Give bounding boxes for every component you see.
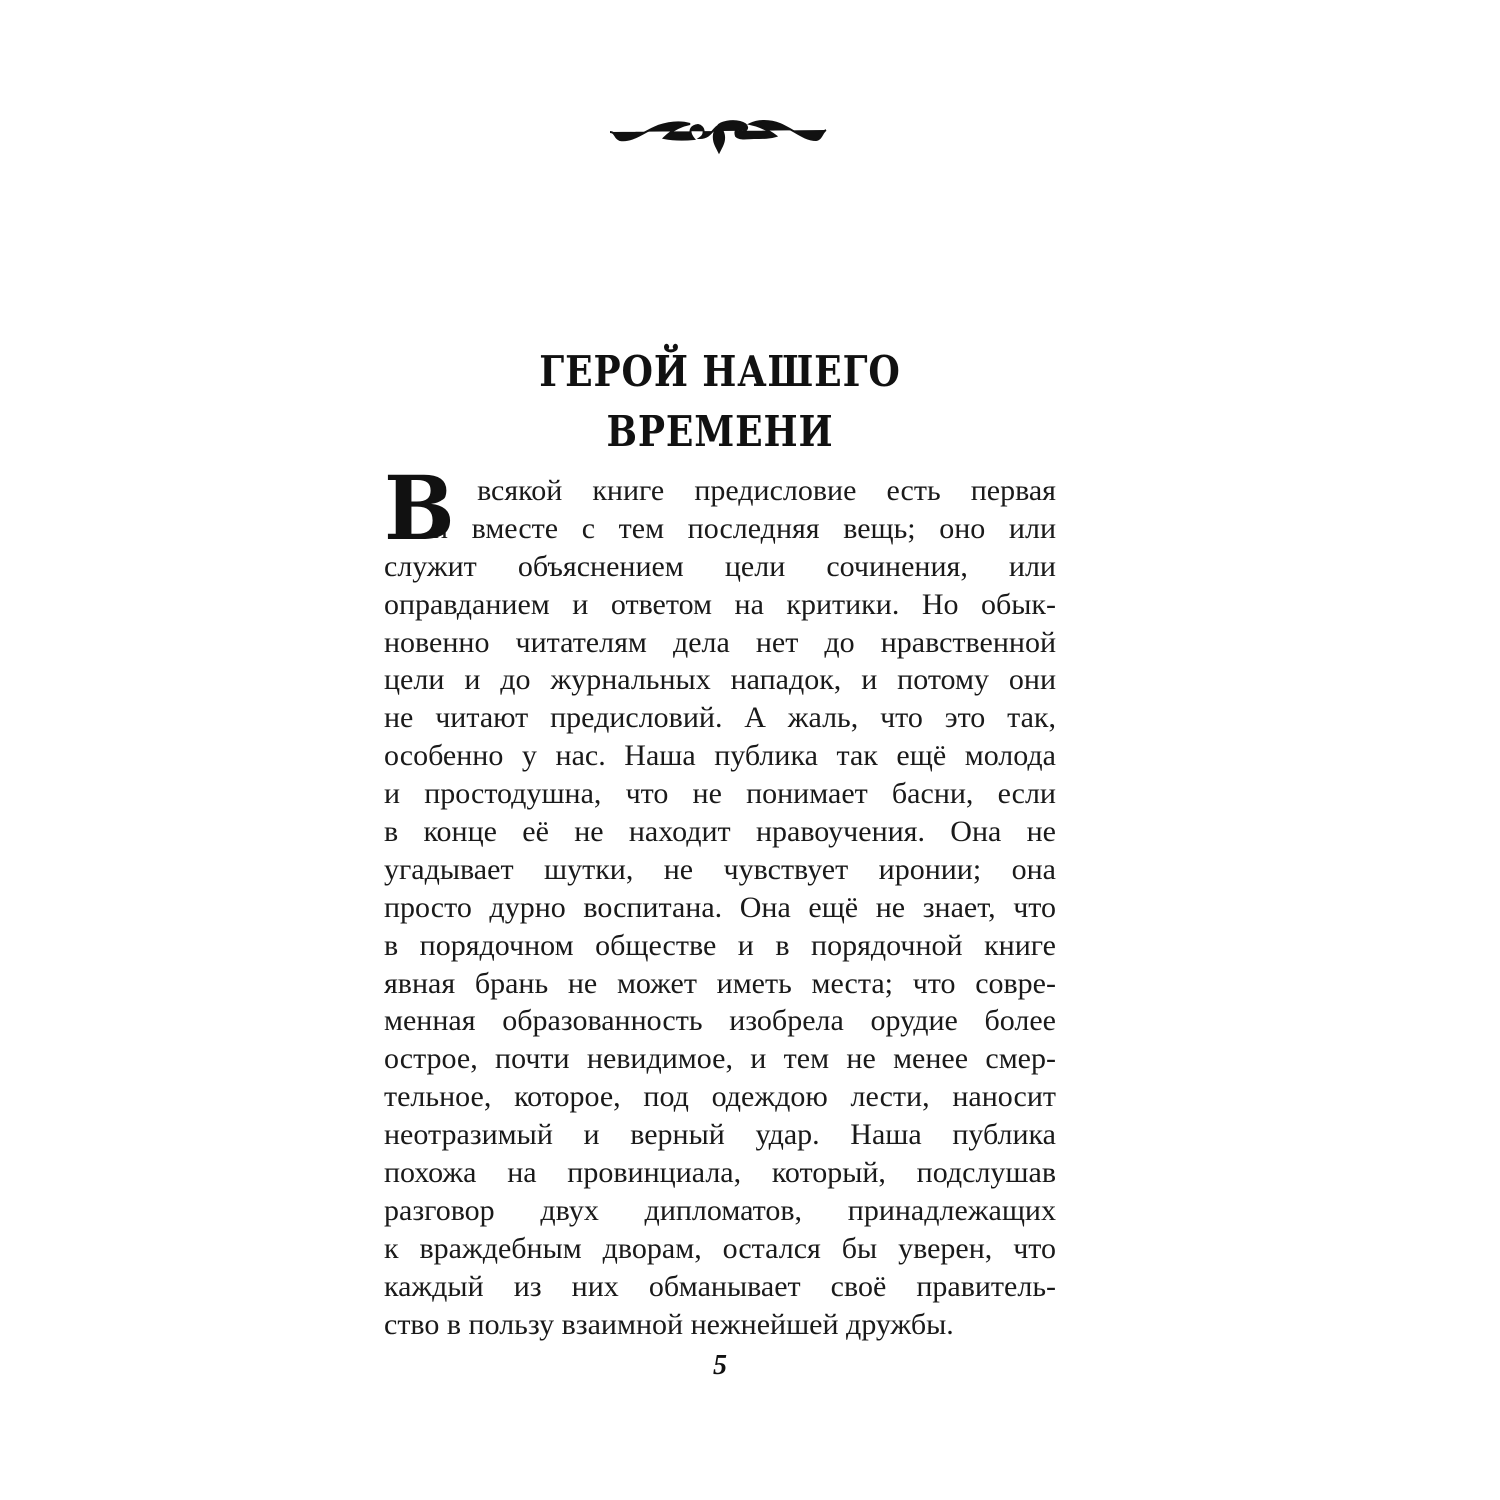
text-line: менная образованность изобрела орудие более [384, 1004, 1056, 1038]
text-line: оправданием и ответом на критики. Но обык- [384, 587, 1056, 621]
text-line: похожа на провинциала, который, подслушав [384, 1156, 1056, 1190]
text-line: тельное, которое, под одеждою лести, наносит [384, 1080, 1056, 1114]
text-line: ство в пользу взаимной нежнейшей дружбы. [384, 1307, 954, 1341]
text-line: и простодушна, что не понимает басни, если [384, 777, 1056, 811]
text-line: и вместе с тем последняя вещь; оно или [432, 511, 1056, 545]
text-line: неотразимый и верный удар. Наша публика [384, 1118, 1056, 1152]
text-line: в порядочном обществе и в порядочной книге [384, 928, 1056, 962]
page-number: 5 [713, 1350, 727, 1381]
text-line: особенно у нас. Наша публика так ещё молода [384, 739, 1056, 773]
ornament-divider-icon [458, 108, 980, 158]
text-line: к враждебным дворам, остался бы уверен, что [384, 1231, 1056, 1265]
text-line: каждый из них обманывает своё правитель- [384, 1269, 1056, 1303]
text-line: служит объяснением цели сочинения, или [384, 549, 1056, 583]
text-line: просто дурно воспитана. Она ещё не знает, что [384, 890, 1056, 924]
text-line: угадывает шутки, не чувствует иронии; она [384, 852, 1056, 886]
text-line: о всякой книге предисловие есть первая [432, 474, 1056, 507]
body-text [384, 456, 1056, 1343]
text-line: не читают предисловий. А жаль, что это так, [384, 701, 1056, 735]
text-line: острое, почти невидимое, и тем не менее смер- [384, 1042, 1056, 1076]
text-line: в конце её не находит нравоучения. Она не [384, 815, 1056, 849]
chapter-title: ГЕРОЙ НАШЕГО ВРЕМЕНИ [539, 347, 901, 456]
text-line: явная брань не может иметь места; что совре- [384, 966, 1056, 1000]
drop-cap: В [384, 456, 455, 560]
text-line: разговор двух дипломатов, принадлежащих [384, 1193, 1056, 1227]
text-line: цели и до журнальных нападок, и потому они [384, 663, 1056, 697]
text-line: новенно читателям дела нет до нравственной [384, 625, 1056, 659]
